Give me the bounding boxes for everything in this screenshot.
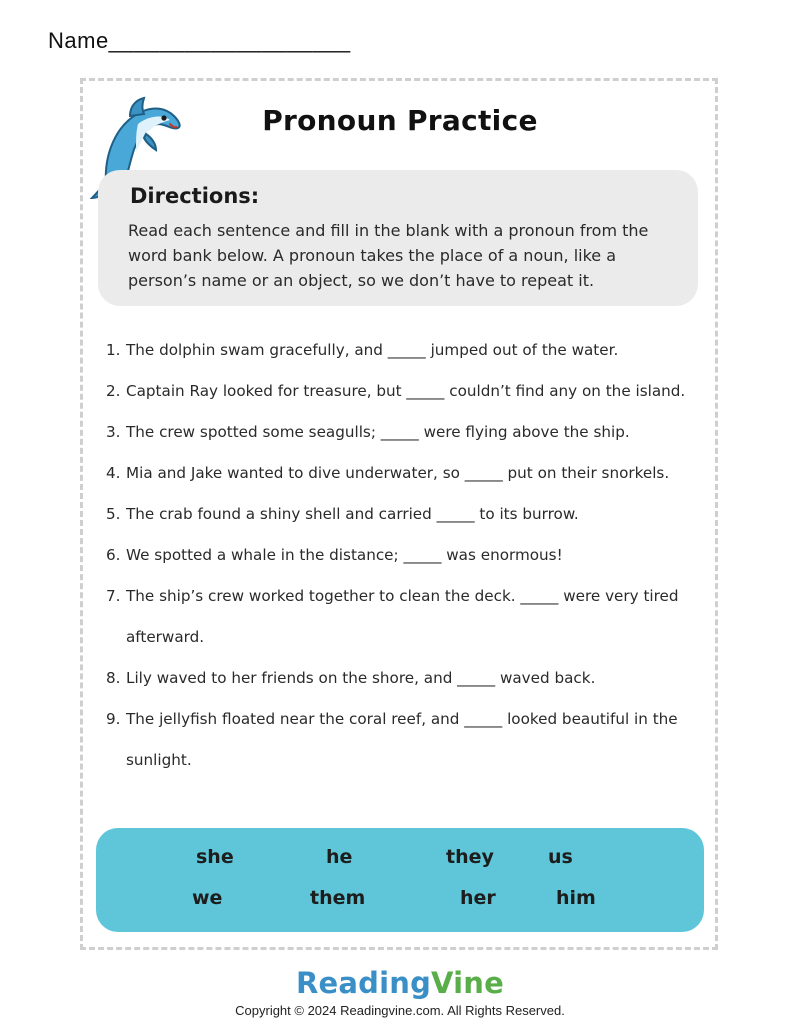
word-bank-word: he — [326, 846, 353, 868]
question-number: 2. — [106, 382, 121, 400]
question-text: The crab found a shiny shell and carried _____ to its burrow. — [126, 505, 579, 523]
question-number: 3. — [106, 423, 121, 441]
question-text: The jellyfish floated near the coral reef, and _____ looked beautiful in the sunlight. — [126, 710, 678, 769]
directions-text: Read each sentence and fill in the blank with a pronoun from the word bank below. A pronoun takes the place of a noun, like a person’s name or an object, so we don’t have to repeat it. — [128, 221, 649, 290]
word-bank-word: we — [192, 887, 223, 909]
question-7[interactable] — [106, 576, 722, 658]
logo-reading: Reading — [295, 966, 432, 1000]
question-6[interactable] — [106, 535, 722, 576]
question-1[interactable] — [106, 330, 722, 371]
question-text: We spotted a whale in the distance; _____ was enormous! — [126, 546, 563, 564]
question-number: 7. — [106, 587, 121, 605]
question-3[interactable] — [106, 412, 722, 453]
name-field[interactable]: Name___________________ — [48, 28, 351, 53]
readingvine-logo — [0, 966, 800, 1000]
question-9[interactable] — [106, 699, 722, 781]
word-bank-word: her — [460, 887, 496, 909]
question-number: 4. — [106, 464, 121, 482]
question-5[interactable] — [106, 494, 722, 535]
question-text: Lily waved to her friends on the shore, and _____ waved back. — [126, 669, 596, 687]
word-bank — [96, 828, 704, 932]
question-list — [106, 330, 722, 781]
question-2[interactable] — [106, 371, 722, 412]
word-bank-word: us — [548, 846, 573, 868]
word-bank-word: them — [310, 887, 366, 909]
question-number: 5. — [106, 505, 121, 523]
word-bank-word: they — [446, 846, 494, 868]
word-bank-word: she — [196, 846, 234, 868]
question-4[interactable] — [106, 453, 722, 494]
question-number: 9. — [106, 710, 121, 728]
copyright-text: Copyright © 2024 Readingvine.com. All Rights Reserved. — [235, 1003, 565, 1018]
question-text: Mia and Jake wanted to dive underwater, so _____ put on their snorkels. — [126, 464, 670, 482]
directions-heading: Directions: — [130, 184, 260, 208]
question-text: The dolphin swam gracefully, and _____ jumped out of the water. — [126, 341, 619, 359]
logo-vine: Vine — [431, 966, 505, 1000]
question-number: 8. — [106, 669, 121, 687]
question-number: 6. — [106, 546, 121, 564]
question-number: 1. — [106, 341, 121, 359]
question-text: The ship’s crew worked together to clean the deck. _____ were very tired afterward. — [126, 587, 679, 646]
question-text: The crew spotted some seagulls; _____ were flying above the ship. — [126, 423, 630, 441]
question-text: Captain Ray looked for treasure, but _____ couldn’t find any on the island. — [126, 382, 686, 400]
page-title: Pronoun Practice — [262, 104, 538, 137]
question-8[interactable] — [106, 658, 722, 699]
word-bank-word: him — [556, 887, 596, 909]
